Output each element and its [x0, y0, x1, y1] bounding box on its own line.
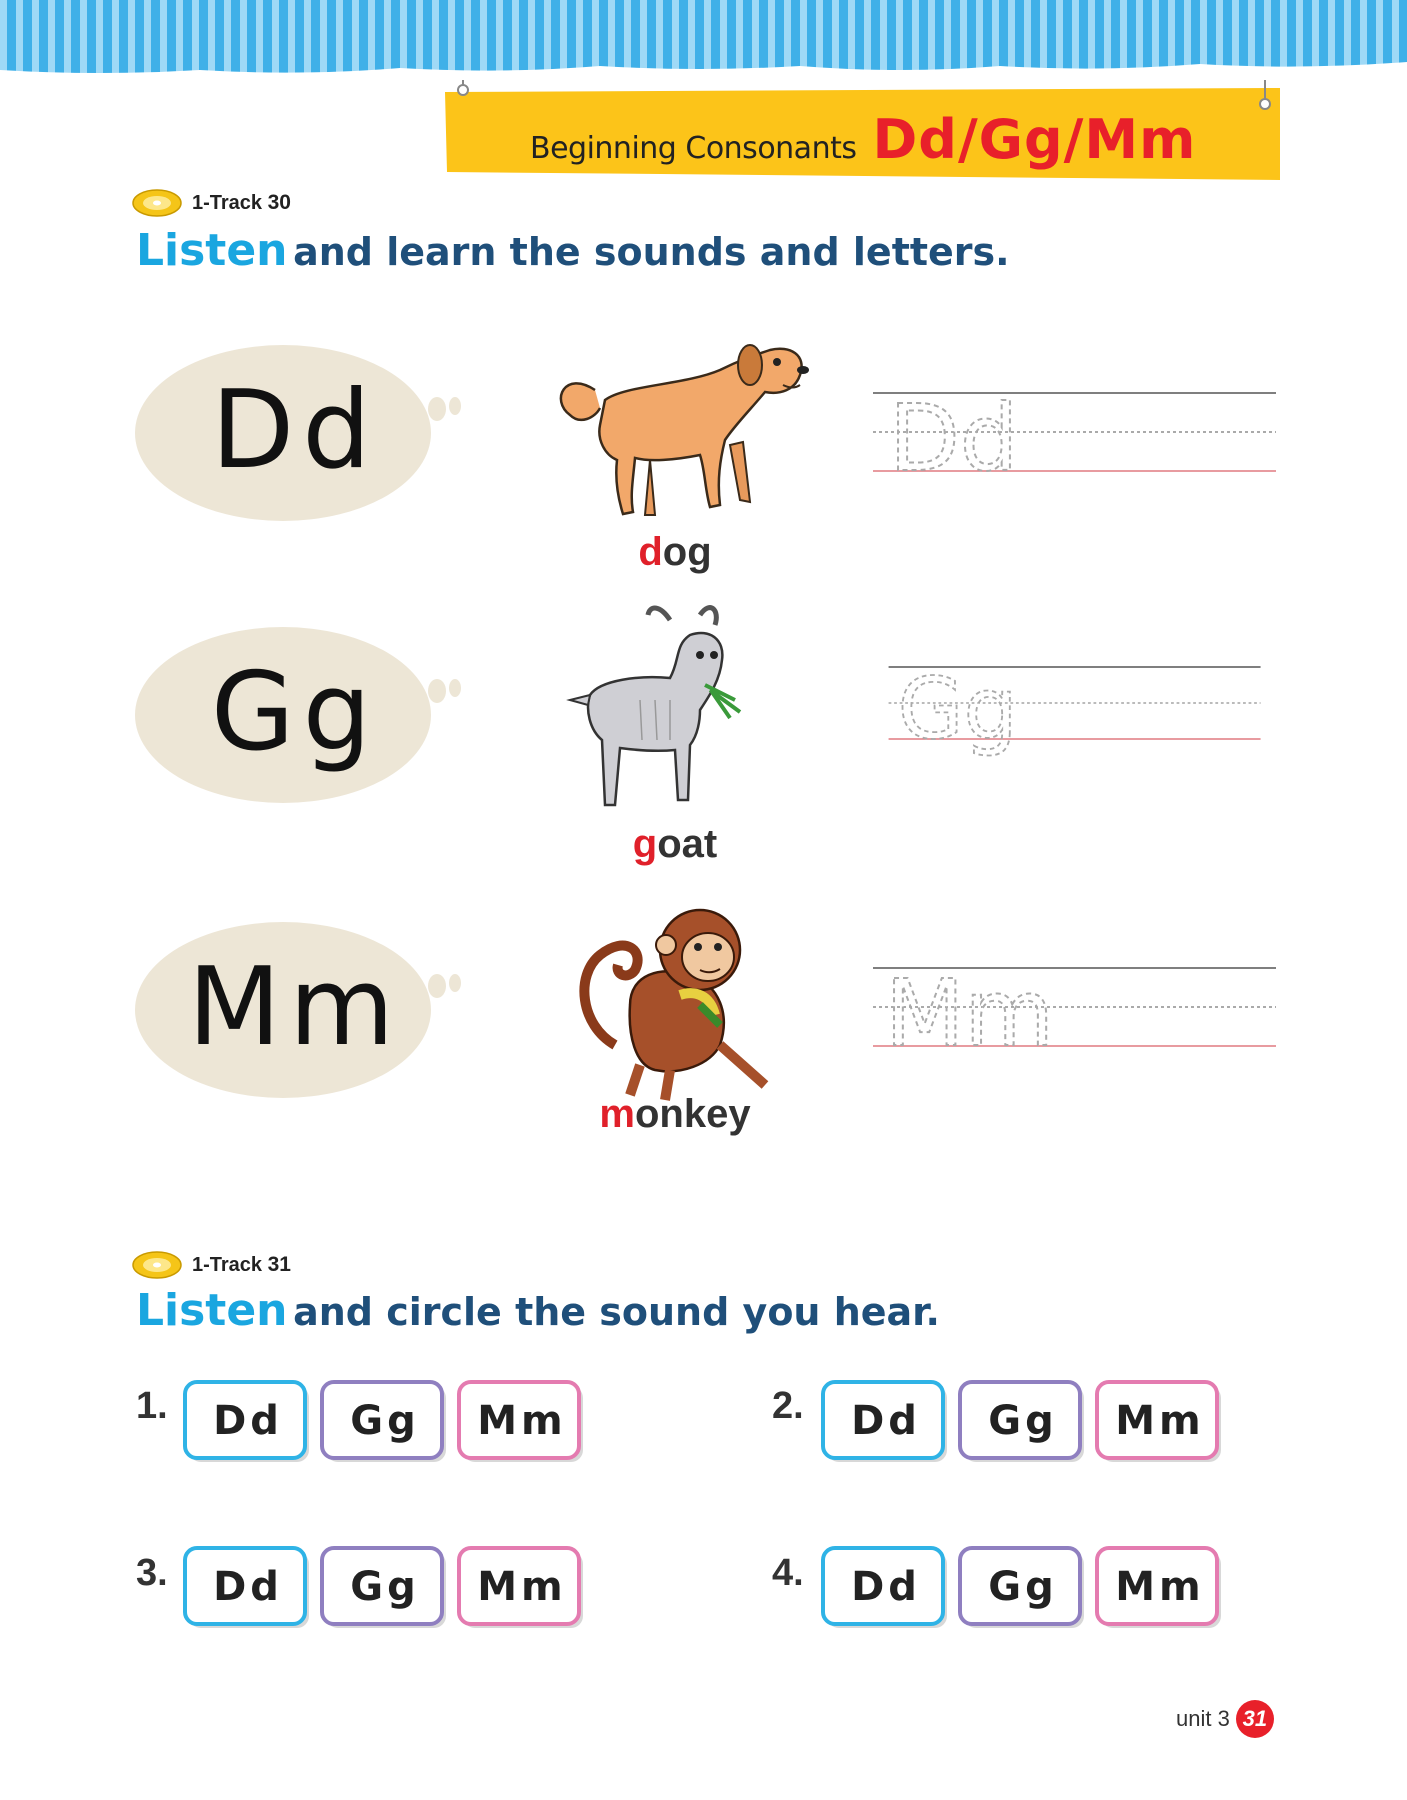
- choice-gg-q2[interactable]: [958, 1380, 1088, 1466]
- trace-letters: Dd: [889, 385, 1019, 492]
- word-rest: og: [662, 530, 712, 574]
- question-number-2: 2.: [772, 1385, 804, 1427]
- choice-dd-q1[interactable]: [183, 1380, 313, 1466]
- letter-pair-gg: Gg: [210, 650, 380, 775]
- word-rest: oat: [657, 822, 718, 866]
- word-first-letter: m: [599, 1092, 635, 1136]
- question-number-3: 3.: [136, 1552, 168, 1594]
- monkey-illustration: [570, 895, 780, 1105]
- trace-letters: Mm: [885, 960, 1054, 1067]
- choice-label: Gg: [350, 1398, 420, 1444]
- choice-label: Dd: [851, 1398, 921, 1444]
- trace-lines-mm[interactable]: [873, 955, 1278, 1075]
- choice-mm-q3[interactable]: [457, 1546, 587, 1632]
- word-dog: [555, 530, 795, 575]
- audio-track-30[interactable]: [132, 188, 291, 218]
- dog-illustration: [545, 330, 815, 530]
- top-stripe-border: [0, 0, 1407, 78]
- instruction-keyword: Listen: [136, 1285, 288, 1336]
- instruction-keyword: Listen: [136, 225, 288, 276]
- word-first-letter: d: [638, 530, 663, 574]
- letter-pair-mm: Mm: [187, 945, 403, 1070]
- goat-illustration: [560, 600, 780, 820]
- letter-pair-dd: Dd: [211, 368, 379, 493]
- choice-gg-q1[interactable]: [320, 1380, 450, 1466]
- track-prefix: 1-Track: [192, 192, 263, 214]
- trace-lines-gg[interactable]: [873, 655, 1278, 775]
- cd-icon: [132, 188, 182, 218]
- choice-dd-q3[interactable]: [183, 1546, 313, 1632]
- page-number-badge: 31: [1236, 1700, 1274, 1738]
- word-first-letter: g: [632, 822, 658, 866]
- choice-label: Dd: [213, 1398, 283, 1444]
- instruction-text: and learn the sounds and letters.: [293, 230, 1010, 274]
- choice-mm-q1[interactable]: [457, 1380, 587, 1466]
- choice-label: Dd: [851, 1564, 921, 1610]
- choice-label: Mm: [1115, 1398, 1205, 1444]
- choice-label: Gg: [350, 1564, 420, 1610]
- unit-label: unit 3: [1176, 1706, 1230, 1731]
- choice-mm-q2[interactable]: [1095, 1380, 1225, 1466]
- choice-label: Gg: [988, 1398, 1058, 1444]
- instruction-heading-2: [136, 1285, 940, 1336]
- page-footer: [1176, 1700, 1274, 1738]
- choice-label: Gg: [988, 1564, 1058, 1610]
- choice-label: Dd: [213, 1564, 283, 1610]
- choice-gg-q3[interactable]: [320, 1546, 450, 1632]
- word-goat: [555, 822, 795, 867]
- word-rest: onkey: [634, 1092, 751, 1136]
- title-subtitle: Beginning Consonants: [530, 131, 857, 166]
- word-monkey: [555, 1092, 795, 1137]
- track-number: 31: [267, 1253, 291, 1276]
- cd-icon: [132, 1250, 182, 1280]
- question-number-4: 4.: [772, 1552, 804, 1594]
- choice-dd-q4[interactable]: [821, 1546, 951, 1632]
- track-number: 30: [267, 191, 291, 214]
- trace-lines-dd[interactable]: [873, 380, 1278, 500]
- choice-label: Mm: [477, 1564, 567, 1610]
- audio-track-31[interactable]: [132, 1250, 291, 1280]
- instruction-text: and circle the sound you hear.: [293, 1290, 940, 1334]
- choice-label: Mm: [1115, 1564, 1205, 1610]
- question-number-1: 1.: [136, 1385, 168, 1427]
- choice-gg-q4[interactable]: [958, 1546, 1088, 1632]
- trace-letters: Gg: [897, 660, 1018, 760]
- choice-mm-q4[interactable]: [1095, 1546, 1225, 1632]
- choice-label: Mm: [477, 1398, 567, 1444]
- instruction-heading-1: [136, 225, 1010, 276]
- title-letters: Dd/Gg/Mm: [872, 108, 1197, 171]
- track-prefix: 1-Track: [192, 1254, 263, 1276]
- choice-dd-q2[interactable]: [821, 1380, 951, 1466]
- page-title: [530, 108, 1197, 171]
